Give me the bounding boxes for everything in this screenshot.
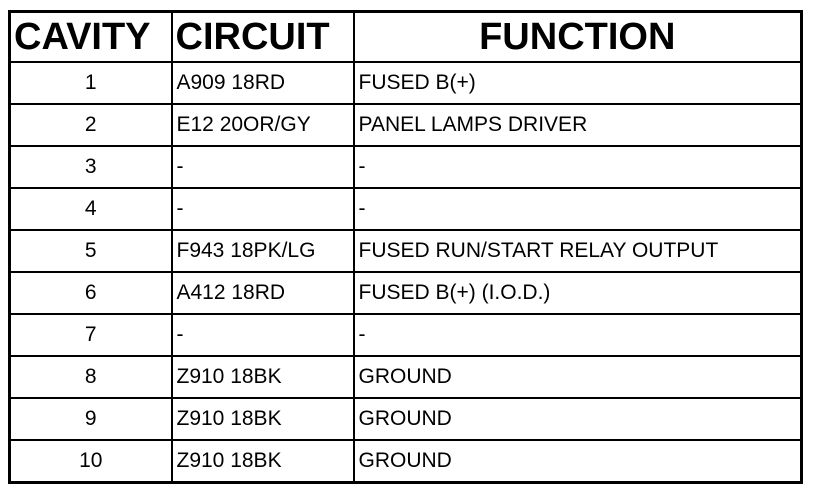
function-cell: GROUND — [354, 356, 802, 398]
cavity-cell: 9 — [10, 398, 172, 440]
function-cell: FUSED B(+) (I.O.D.) — [354, 272, 802, 314]
circuit-cell: - — [172, 314, 354, 356]
header-row — [10, 12, 802, 63]
cavity-cell: 5 — [10, 230, 172, 272]
cavity-cell: 6 — [10, 272, 172, 314]
table-row — [10, 104, 802, 146]
circuit-cell: A412 18RD — [172, 272, 354, 314]
cavity-cell: 1 — [10, 62, 172, 104]
header-cavity: CAVITY — [10, 12, 172, 63]
table-row — [10, 440, 802, 483]
circuit-cell: A909 18RD — [172, 62, 354, 104]
function-cell: PANEL LAMPS DRIVER — [354, 104, 802, 146]
cavity-cell: 2 — [10, 104, 172, 146]
circuit-cell: Z910 18BK — [172, 440, 354, 483]
cavity-cell: 8 — [10, 356, 172, 398]
cavity-cell: 7 — [10, 314, 172, 356]
circuit-cell: Z910 18BK — [172, 398, 354, 440]
function-cell: - — [354, 314, 802, 356]
header-circuit: CIRCUIT — [172, 12, 354, 63]
table-row — [10, 146, 802, 188]
function-cell: FUSED RUN/START RELAY OUTPUT — [354, 230, 802, 272]
function-cell: - — [354, 188, 802, 230]
circuit-cell: - — [172, 188, 354, 230]
table-row — [10, 356, 802, 398]
circuit-cell: F943 18PK/LG — [172, 230, 354, 272]
header-function: FUNCTION — [354, 12, 802, 63]
function-cell: - — [354, 146, 802, 188]
function-cell: GROUND — [354, 398, 802, 440]
table-row — [10, 230, 802, 272]
cavity-cell: 10 — [10, 440, 172, 483]
connector-pinout-table — [8, 10, 803, 484]
function-cell: FUSED B(+) — [354, 62, 802, 104]
table-row — [10, 272, 802, 314]
table-row — [10, 314, 802, 356]
circuit-cell: Z910 18BK — [172, 356, 354, 398]
circuit-cell: E12 20OR/GY — [172, 104, 354, 146]
cavity-cell: 3 — [10, 146, 172, 188]
table-row — [10, 188, 802, 230]
cavity-cell: 4 — [10, 188, 172, 230]
function-cell: GROUND — [354, 440, 802, 483]
table-row — [10, 398, 802, 440]
table-row — [10, 62, 802, 104]
circuit-cell: - — [172, 146, 354, 188]
